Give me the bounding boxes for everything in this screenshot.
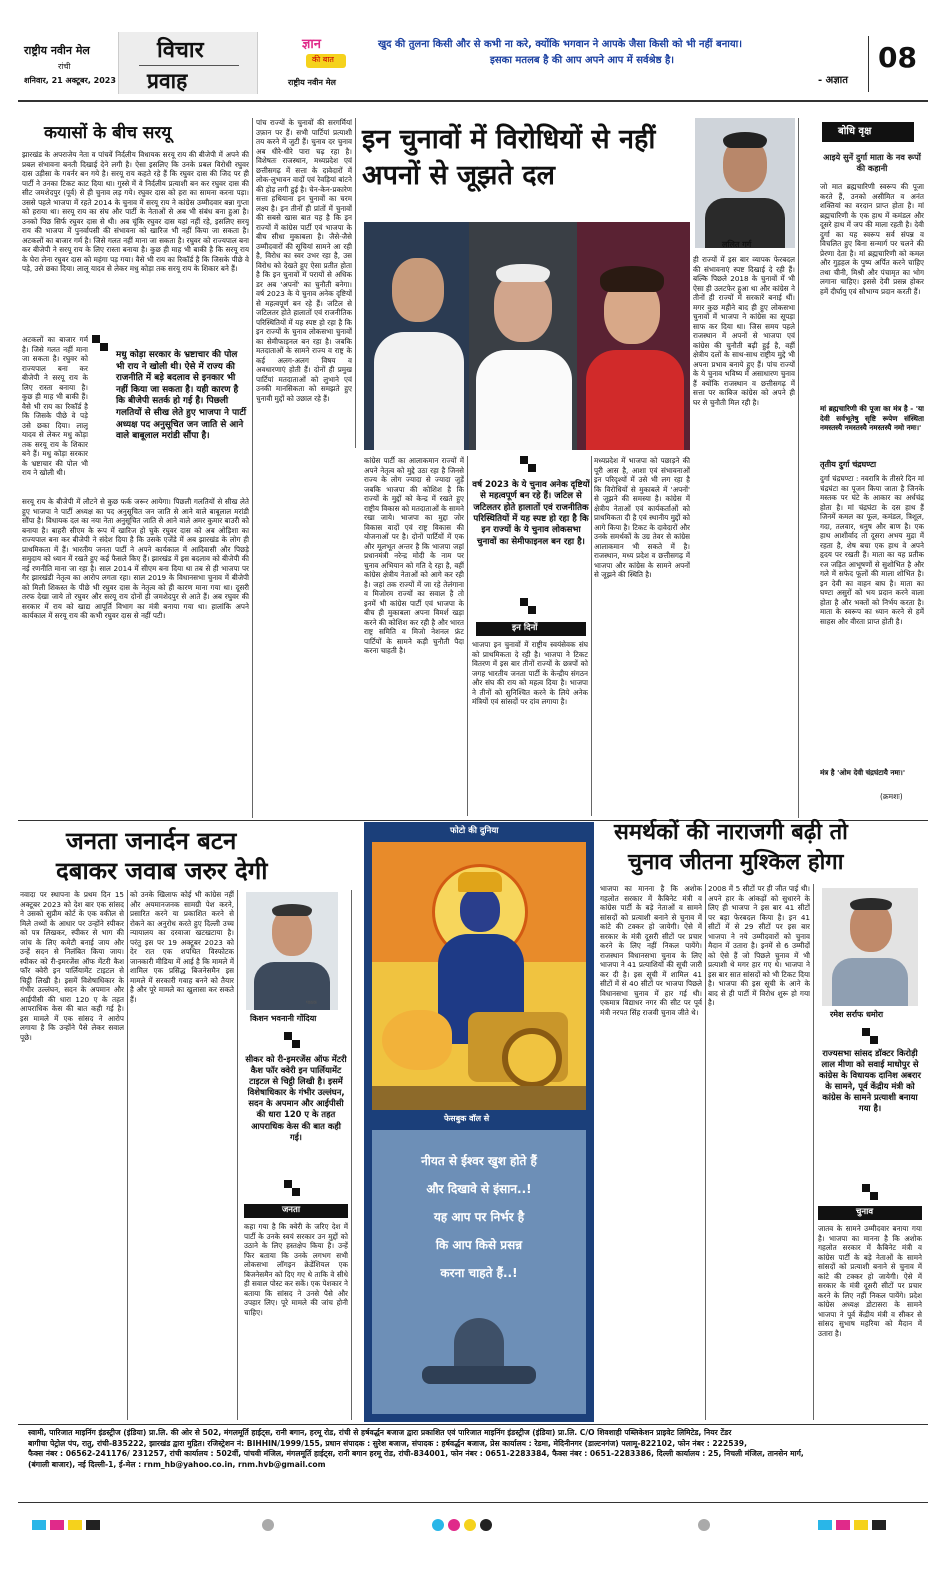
reg-right xyxy=(818,1520,918,1530)
article2-col5: मध्यप्रदेश में भाजपा को पछाड़ने की पूरी आस है, आशा एवं संभावनाओं इन परिदृश्यों में उसे भी लग रहा है कि विरोधियों से मुकाबले में 'अपनों' से जूझने की समस्या है। कांग्रेस में क्षेत्रीय नेताओं एवं कार्यकर्ताओं को प्राथमिकता दी है एवं स्थानीय मुद्दों को आगे किया है। टिकट के दावेदारों और उनके समर्थकों के उग्र तेवर से कांग्रेस आलाकमान भी सकते में है। राजस्थान, मध्य प्रदेश व छत्तीसगढ़ में भाजपा और कांग्रेस के सामने अपनों से जूझने की स्थिति है। xyxy=(594,456,690,579)
color-registration-strip xyxy=(18,1518,928,1534)
artwork-crow xyxy=(382,1010,452,1070)
reg-dot-1 xyxy=(262,1519,274,1531)
article1-quote: मधु कोड़ा सरकार के भ्रष्टाचार की पोल भी राय ने खोली थी। ऐसे में राज्य की राजनीति में बड़े बदलाव से इनकार भी नहीं किया जा सकता है। यही कारण है कि बीजेपी सतर्क हो गई है। पिछली गलतियों से सीख लेते हुए भाजपा ने पार्टी अध्यक्ष पद अनुसूचित जन जाति से आने वाले बाबूलाल मरांडी सौंपा है। xyxy=(116,350,247,442)
quote-mark-7 xyxy=(862,1184,878,1203)
person-left-face xyxy=(392,258,444,322)
article4-col3: जातव के सामने उम्मीदवार बनाया गया है। भाजपा का मानना है कि अशोक गहलोत सरकार में कैबिनेट मंत्री व कांग्रेस पार्टी के बड़े नेताओं के सामने सांसदों को प्रत्याशी बनाने से चुनाव में कांटे की टक्कर हो जायेगी। ऐसे में सरकार के मंत्री दूसरी सीटों पर प्रचार करने के लिए नहीं निकल पायेंगे। प्रदेश कांग्रेस अध्यक्ष डोटासरा के सामने भाजपा ने पूर्व केंद्रीय मंत्री व सीकर से सांसद सुभाष महरिया को मैदान में उतारा है। xyxy=(818,1224,922,1338)
poem-line-5: करना चाहते हैं..! xyxy=(440,1266,518,1280)
quote-author: - अज्ञात xyxy=(818,75,848,86)
footer-imprint xyxy=(28,1428,918,1471)
poem-card xyxy=(372,1130,586,1414)
quote-line-1: खुद की तुलना किसी और से कभी ना करे, क्योंकि भगवान ने आपके जैसा किसी को भी नहीं बनाया। xyxy=(378,39,743,50)
article2-title: इन चुनावों में विरोधियों से नहीं अपनों से जूझते दल xyxy=(362,124,656,191)
article3-title-1: जनता जनार्दन बटन xyxy=(66,827,237,855)
person-right-body xyxy=(586,350,684,450)
poem-line-3: यह आप पर निर्भर है xyxy=(433,1210,525,1224)
section-box xyxy=(118,32,258,94)
bodhi-heading-bar xyxy=(822,122,914,142)
bodhi-mantra2: मंत्र है 'ओम देवी चंद्रघंटायै नमः।' xyxy=(820,768,906,777)
quote-mark-5 xyxy=(284,1180,300,1199)
paper-name: राष्ट्रीय नवीन मेल xyxy=(24,44,90,57)
reg-swatch-magenta xyxy=(50,1520,64,1530)
quote-mark-5-icon xyxy=(284,1180,300,1196)
quote-mark-3-icon xyxy=(520,598,536,614)
janta-label: जनता xyxy=(282,1205,301,1215)
author-kishan-code: पाठक xyxy=(306,1000,317,1006)
article4-col2: 2008 में 5 सीटों पर ही जीत पाई थी। अपने हार के आंकड़ों को सुधारने के लिए ही भाजपा ने इस बार 41 सीटों पर बड़ा फेरबदल किया है। इन 41 सीटों में से 29 सीटों पर इस बार भाजपा ने नये उम्मीदवारों को चुनाव मैदान में उतारा है। इनमें से 6 उम्मीदों को ऐसे हैं जो पिछले चुनाव में भी प्रत्याशी थे मगर हार गए थे। भाजपा ने इस बार सात सांसदों को भी टिकट दिया है। भाजपा की इस सूची के आने के बाद से ही पार्टी में विरोध शुरू हो गया है। xyxy=(708,884,810,1007)
poem-line-2: और दिखावे से इंसान..! xyxy=(426,1182,532,1196)
article1-body: झारखंड के अपराजेय नेता व पांचवें निर्दलीय विधायक सरयू राय की बीजेपी में अपने की प्रबल संभावना बनती दिखाई देने लगी है। ऐसा इसलिए कि उनके प्रबल विरोधी रघुवर दास उड़ीसा के गवर्नर बन गये है। सरयू राय कहते रहे हैं कि रघुवर दास की जिद पर ही पार्टी ने उनका टिकट काट दिया था। गुस्से में वे निर्दलीय प्रत्याशी बन कर रघुवर दास की सीट जमशेदपुर (पूर्व) से ही चुनाव लड़ गये। रघुवर दास को हरा का सामना करना पड़ा। उससे पहले भाजपा में रहते 2014 के चुनाव में सरयू राय ने कांग्रेस उम्मीदवार बन्ना गुप्ता को हराया था। सरयू राय का संघ और पार्टी के नेताओं से अब भी संबंध बना हुआ है। उनको पिछ सिर्फ रघुवर दास से थी। अब चूंकि रघुवर दास यहां नहीं रहे, इसलिए सरयू राय की भाजपा में पुनर्वापसी की संभावना को खारिज भी नहीं किया जा सकता है। अटकलों का बाजार गर्म है। जिसे गलत नहीं माना जा सकता है। रघुवर को राज्यपाल बना कर बीजेपी ने सरयू राय के लिए रास्ता बनाया है। कुछ ही माह भी बाकी है कि सरयू राय के घेरा लेना रघुवर दास को महंगा पड़ गया। वैसे भी राय का रिकॉर्ड है कि जिसके पीछे वे पड़े, उसे छका दिया। लालू यादव से लेकर मधु कोड़ा तक सरयू राय के शिकार बने हैं। xyxy=(22,150,249,273)
article2-col6: ही राज्यों में इस बार व्यापक फेरबदल की संभावनाएं स्पष्ट दिखाई दे रही हैं। बल्कि पिछले 2018 के चुनावों में भी ऐसा ही उलटफेर हुआ था और कांग्रेस ने तीनों ही राज्यों में सरकारें बनाई थीं। मगर कुछ महीने बाद ही हुए लोकसभा चुनावों में भाजपा ने कांग्रेस का सूपड़ा साफ कर दिया था। जिस समय पहले राजस्थान में अपनों से भाजपा एवं कांग्रेस की चुनौती बढ़ी हुई है, वहीं क्षेत्रीय दलों के साथ-साथ राष्ट्रीय मुद्दे भी अपना प्रभाव बनाये हुए हैं। पांच राज्यों के ये चुनाव भविष्य में असाधारण चुनाव हैं क्योंकि राजस्थान व छत्तीसगढ़ में सत्ता पर काबिज कांग्रेस को अपने ही घर से चुनौती मिल रही है। xyxy=(693,255,795,407)
article1-title: कयासों के बीच सरयू xyxy=(44,123,172,143)
reg-dot-4 xyxy=(464,1519,476,1531)
person-right-hair xyxy=(600,266,664,292)
author-kishan-hair xyxy=(272,904,312,916)
quote-mark-3 xyxy=(520,598,536,617)
reg-swatch-black-2 xyxy=(872,1520,886,1530)
bodhi-mantra: मां ब्रह्मचारिणी की पूजा का मंत्र है - 'या देवी सर्वभूतेषु सृष्टि रूपेण संस्थिता नमस्तस्यै नमस्तस्यै नमस्तस्यै नमो नमः।' xyxy=(820,404,924,432)
article3-col1: नवादा पर स्थापना के प्रथम दिन 15 अक्टूबर 2023 को देश बार एक सांसद ने उसको सुप्रीम कोर्ट के एक वकील से मिले तथ्यों के आधार पर उन्होंने स्पीकर को पत्र लिखकर, स्पीकर से भाग की जांच के लिए कमेटी बनाई जाय और उन्हें सदन से निलंबित किया जाय। स्पीकर को री-इमरजेंस ऑफ मेंटरी कैश फॉर क्वेरी इन पार्लियामेंट टाइटल से चिट्ठी लिखी है। इसमें विशेषाधिकार के गंभीर उल्लंघन, सदन के अपमान और आईपीसी की धारा 120 ए के तहत आपराधिक केस की बात कही गई है। इस मामले में एक सांसद ने आरोप लगाया है कि उन्होंने पैसे लेकर सवाल पूछे। xyxy=(20,890,124,1042)
article4-title-1: समर्थकों की नाराजगी बढ़ी तो xyxy=(614,820,848,845)
article4-title-2: चुनाव जीतना मुश्किल होगा xyxy=(628,850,844,875)
article4-col1: भाजपा का मानना है कि अशोक गहलोत सरकार में कैबिनेट मंत्री व कांग्रेस पार्टी के बड़े नेताओं व सामने सांसदों को प्रत्याशी बनाने से चुनाव में कांटे की टक्कर हो जायेगी। ऐसे में सरकार के मंत्री दूसरी सीटों पर प्रचार करने के लिए नहीं निकल पायेंगे। राजस्थान विधानसभा चुनाव के लिए भाजपा ने 41 प्रत्याशियों की सूची जारी कर दी है। इस सूची में शामिल 41 सीटों में से 40 सीटों पर भाजपा पिछले विधानसभा चुनाव में हार गई थी। एकमात्र विद्याधर नगर की सीट पर पूर्व मंत्री नरपत सिंह राजवी चुनाव जीते थे। xyxy=(600,884,702,1017)
author-lalit-hair xyxy=(723,132,767,148)
bodhi-heading: बोधि वृक्ष xyxy=(838,126,872,137)
chunav-label-bar xyxy=(818,1206,922,1220)
person-centre-face xyxy=(494,272,552,342)
author-kishan-body xyxy=(254,962,330,1010)
gyan-top: ज्ञान xyxy=(302,37,321,52)
article3-col2: को उनके खिलाफ कोई भी कांग्रेस नहीं और अयमानजनक सामग्री पेश करने, प्रसारित करने या प्रकाशित करने से रोकने का अनुरोध करते हुए दिल्ली उच्च न्यायालय का दरवाजा खटखटाया है। परंतु इस पर 19 अक्टूबर 2023 को देर रात एक शपथित विस्फोटक जानकारी मीडिया में आई है कि मामले में शामिल एक प्रसिद्ध बिजनेसमैन इस मामले में सरकारी गवाह बनने को तैयार है और पूरे मामले का खुलासा कर सकते हैं। xyxy=(130,890,234,1004)
quote-mark-1-icon xyxy=(92,335,108,351)
footer-line-4: (बंगाली बाजार), नई दिल्ली-1, ई-मेल : rnm_hb@yahoo.co.in, rnm.hvb@gmail.com xyxy=(28,1459,326,1469)
reg-dot-5 xyxy=(480,1519,492,1531)
artwork-wheel xyxy=(502,1028,562,1088)
bodhi-subtitle: आइये सुनें दुर्गा माता के नव रूपों की कहानी xyxy=(823,152,921,173)
bodhi-body: जो मात ब्रह्मचारिणी स्वरूप की पूजा करते हैं, उनको असीमित व अनंत शक्तियां का वरदान प्राप्त होता है। मां ब्रह्मचारिणी के एक हाथ में कमंडल और दूसरे हाथ में जप की माला रहती है। देवी दुर्गा का यह स्वरूप सर्व संपन्न व विचलित हुए बिना सन्मार्ग पर चलने की प्रेरणा देता है। मां ब्रह्मचारिणी को कमल और गुड़हल के पुष्प अर्पित करने चाहिए तथा चीनी, मिश्री और पंचामृत का भोग लगाना चाहिए। इससे देवी प्रसन्न होकर हमें दीर्घायु एवं सौभाग्य प्रदान करती हैं। xyxy=(820,182,924,296)
date: शनिवार, 21 अक्टूबर, 2023 xyxy=(24,76,116,85)
reg-swatch-yellow-2 xyxy=(854,1520,868,1530)
bodhi-subhead: तृतीय दुर्गा चंद्रघण्टा xyxy=(820,460,877,469)
author-kishan-name: किशन भवनानी गोंदिया xyxy=(250,1014,317,1023)
reg-dot-3 xyxy=(448,1519,460,1531)
reg-swatch-yellow xyxy=(68,1520,82,1530)
section-title-2: प्रवाह xyxy=(147,69,188,93)
bodhi-credit: (क्रमशः) xyxy=(880,792,903,801)
author-photo-ramesh xyxy=(822,888,918,1006)
in-din-label: इन दिनों xyxy=(512,623,538,633)
article3-quote: सीकर को री-इमरजेंस ऑफ मेंटरी कैश फॉर क्वेरी इन पार्लियामेंट टाइटल से चिट्ठी लिखी है। इसमें विशेषाधिकार के गंभीर उल्लंघन, सदन के अपमान और आईपीसी की धारा 120 ए के तहत आपराधिक केस की बात कही गई। xyxy=(245,1054,347,1142)
gyan-paper: राष्ट्रीय नवीन मेल xyxy=(288,78,336,87)
article1-body-left xyxy=(22,335,88,495)
quote-mark-1 xyxy=(92,335,108,354)
author-ramesh-body xyxy=(832,958,908,1006)
photo-duniya-credit: फेसबुक वॉल से xyxy=(444,1114,490,1123)
reg-dot-6 xyxy=(698,1519,710,1531)
poem-line-1: नीयत से ईश्वर खुश होते हैं xyxy=(421,1154,537,1168)
article1-body2: सरयू राय के बीजेपी में लौटने से कुछ फर्क जरूर आयेगा। पिछली गलतियों से सीख लेते हुए भाजपा ने पार्टी अध्यक्ष का पद अनुसूचित जन जाति से आने वाले बाबूलाल मरांडी सौंपा है। विधायक दल का नया नेता अनुसूचित जाति से आने वाले अमर कुमार बाउरी को बनाया है। बाहरी सीएम के रूप में खारिज हो चुके रघुवर दास को अब ओड़िशा का राज्यपाल बना कर बीजेपी ने संदेश दिया है कि उसके एजेंडे में अब झारखंड के लोग ही प्राथमिकता में हैं। भारतीय जनता पार्टी ने अपने कार्यकाल में आदिवासी और पिछड़े समुदाय को ध्यान में रखते हुए कई फैसले किए हैं। झारखंड में इस बदलाव को बीजेपी की नई रणनीति माना जा रहा है। साल 2014 में सीएम बना दिया था तब से ही भाजपा पर गैर झारखंडी नेतृत्व का आरोप लगता रहा। साल 2019 के विधानसभा चुनाव में बीजेपी को मिली शिकस्त के पीछे भी रघुवर दास के नेतृत्व को ही कारण माना गया था। दूसरी तरफ देखा जाये तो रघुवर और सरयू राय दोनों ही जमशेदपुर से आते हैं। अब रघुवर की सरकार में राय को खाद्य आपूर्ति विभाग का मंत्री बनाया गया था। हालांकि अपने कार्यकाल में सरयू राय की कभी रघुवर दास से नहीं पटी। xyxy=(22,497,249,620)
article2-pull-quote: वर्ष 2023 के ये चुनाव अनेक दृष्टियों से महत्वपूर्ण बन रहे हैं। जटिल से जटिलतर होते हालातों एवं राजनीतिक परिस्थितियों में यह स्पष्ट हो रहा है कि इन राज्यों के ये चुनाव लोकसभा चुनावों का सेमीफाइनल बन रहा है। xyxy=(472,480,590,547)
artwork-crown xyxy=(458,872,502,892)
reg-swatch-black xyxy=(86,1520,100,1530)
reg-swatch-cyan-2 xyxy=(818,1520,832,1530)
masthead xyxy=(18,30,928,96)
reg-left xyxy=(32,1520,132,1530)
page-number: 08 xyxy=(878,41,917,74)
author-lalit-name: ललित गर्ग xyxy=(722,240,752,249)
person-centre-hair xyxy=(496,264,550,282)
city: रांची xyxy=(58,62,71,71)
article2-col1: पांच राज्यों के चुनावों की सरगर्मियां उफ़ान पर हैं। सभी पार्टियां प्रत्याशी तय करने में जुटी हैं। चुनाव दर चुनाव अब धीरे-धीरे पारा चढ़ रहा है। विशेषतः राजस्थान, मध्यप्रदेश एवं छत्तीसगढ़ में सत्ता के दावेदारों में लोक-लुभावन वादों एवं रेवड़ियां बांटने की होड़ लगी हुई है। चेन-केन-प्रकारेण सत्ता हथियाना इन चुनावों का चरम लक्ष्य है। इन तीनों ही प्रांतों में चुनावों की सबसे खास बात यह है कि इन राज्यों में कांग्रेस पार्टी एवं भाजपा के बीच सीधा मुकाबला है। जैसे-जैसे उम्मीदवारों की सूचियां सामने आ रही है, विरोध का स्वर उभर रहा है, उस विरोध को देखते हुए ऐसा प्रतीत होता है कि इन चुनावों में परायों से अधिक डर अब 'अपनों' का चुनौती बनेगा। वर्ष 2023 के ये चुनाव अनेक दृष्टियों से महत्वपूर्ण बन रहे हैं। जटिल से जटिलतर होते हालातों एवं राजनीतिक परिस्थितियों में यह स्पष्ट हो रहा है कि इन राज्यों के चुनाव लोकसभा चुनावों का सेमीफाइनल बन रहा है। जबकि मतदाताओं के सामने राज्य व राष्ट्र के कई अलग-अलग विषय व अवधारणाएं होती हैं। दोनों ही प्रमुख पार्टियां मतदाताओं को लुभाने एवं उनकी मानसिकता को समझते हुए चुनावी मुद्दों को उछाल रहे हैं। xyxy=(256,118,352,403)
quote-mark-2-icon xyxy=(520,456,536,472)
gyan-logo xyxy=(288,36,368,92)
quote-mark-7-icon xyxy=(862,1184,878,1200)
reg-dot-2 xyxy=(432,1519,444,1531)
article3-title-2: दबाकर जवाब जरुर देगी xyxy=(56,857,268,885)
person-centre-body xyxy=(476,350,572,450)
article2-col2: कांग्रेस पार्टी का आलाकमान राज्यों में अपने नेतृत्व को मुद्दे उठा रहा है जिनसे राज्य के लोग ज्यादा से ज्यादा जुड़ें जबकि भाजपा की कोशिश है कि राज्यों के मुद्दों को केन्द्र में रखते हुए राष्ट्रीय विकास को मतदाताओं के सामने रखा जाये। भाजपा का मुद्दा जोर विकास वादों एवं राष्ट्र विकास की योजनाओं पर है। दोनों पार्टियों में एक और मूलभूत अन्तर है कि भाजपा जहां प्रधानमंत्री नरेन्द्र मोदी के नाम पर चुनाव अभियान को गति दे रहा है, वहीं कांग्रेस क्षेत्रीय नेताओं को आगे कर रही है। जहां तक राज्यों में जा रहे तेलंगाना व मिजोरम राज्यों का सवाल है तो इनमें भी कांग्रेस पार्टी एवं भाजपा के बीच ही मुकाबला अपना विमर्श खड़ा करने की कोशिश कर रही है और भारत राष्ट्र समिति व मिजो नेशनल फ्रंट पार्टियों के सामने कड़ी चुनौती पैदा करना चाहती है। xyxy=(364,456,464,655)
quote-mark-4-icon xyxy=(284,1032,300,1048)
shivling-base-icon xyxy=(422,1366,536,1384)
photo-duniya-panel xyxy=(364,822,594,1422)
article4-quote: राज्यसभा सांसद डॉक्टर किरोड़ी लाल मीणा को सवाई माधोपुर से कांग्रेस के विधायक दानिश अबरार के सामने, पूर्व केंद्रीय मंत्री को कांग्रेस के सामने प्रत्याशी बनाया गया है। xyxy=(819,1048,921,1114)
section-title-1: विचार xyxy=(157,38,204,63)
photo-duniya-label: फोटो की दुनिया xyxy=(450,826,499,836)
author-photo-kishan xyxy=(246,892,338,1010)
quote-mark-2 xyxy=(520,456,536,475)
in-din-label-bar xyxy=(476,622,586,636)
bodhi-body2: दुर्गा चंद्रघण्टा : नवरात्रि के तीसरे दिन मां चंद्रघंटा का पूजन किया जाता है जिनके मस्तक पर घंटे के आकार का अर्धचंद्र होता है। मां चंद्रघंटा के दस हाथ हैं जिनमें कमल का फूल, कमंडल, त्रिशूल, गदा, तलवार, धनुष और बाण है। एक हाथ आशीर्वाद तो दूसरा अभय मुद्रा में रहता है, शेष बचा एक हाथ वे अपने हृदय पर रखती हैं। माता का यह प्रतीक रज जड़ित आभूषणों से सुशोभित है और गले में सफेद फूलों की माला शोभित है। इन देवी का वाहन बाघ है। माता का घण्टा असुरों को भय प्रदान करने वाला होता है और भक्तों को निर्भय करता है। माता के स्वरूप का ध्यान करने से हमें साहस और वीरता प्राप्त होती है। xyxy=(820,474,924,626)
footer-line-2: बागीचा पेट्रोल पंप, रातु, रांची-835222, झारखंड द्वारा मुद्रित। रजिस्ट्रेशन नं: BIHHIN/1999/155, प्रधान संपादक : सुरेश बजाज, संपादक : हर्षवर्द्धन बजाज, प्रेस कार्यालय : रेडमा, मेदिनीनगर (डाल्टनगंज) पलामू-822102, फोन नंबर : 222539, xyxy=(28,1438,747,1448)
politicians-photo xyxy=(364,222,690,450)
article1-body-left-text: अटकलों का बाजार गर्म है। जिसे गलत नहीं माना जा सकता है। रघुवर को राज्यपाल बना कर बीजेपी ने सरयू राय के लिए रास्ता बनाया है। कुछ ही माह भी बाकी हैं। वैसे भी राय का रिकॉर्ड है कि जिसके पीछे वे पड़े उसे छका दिया। लालू यादव से लेकर मधु कोड़ा तक सरयू राय के शिकार बने हैं। मधु कोड़ा सरकार के भ्रष्टाचार की पोल भी राय ने खोली थी। xyxy=(22,335,88,477)
shani-dev-artwork xyxy=(372,842,586,1110)
article2-col3: भाजपा इन चुनावों में राष्ट्रीय स्वयंसेवक संघ को प्राथमिकता दे रही है। भाजपा ने टिकट वितरण में इस बार तीनों राज्यों के छत्रपों को जगह भारतीय जनता पार्टी के केन्द्रीय संगठन और संघ की राय को महत्व दिया है। भाजपा ने तीनों को सुनिश्चित करने के लिये अनेक मंत्रियों एवं सांसदों पर दांव लगाया है। xyxy=(472,640,588,706)
quote-mark-4 xyxy=(284,1032,300,1051)
gyan-bottom: की बात xyxy=(312,55,334,64)
janta-label-bar xyxy=(244,1204,348,1218)
author-ramesh-name: रमेश सर्राफ धमोरा xyxy=(830,1010,884,1019)
quote-mark-6 xyxy=(862,1028,878,1047)
quote-mark-6-icon xyxy=(862,1028,878,1044)
artwork-base xyxy=(372,1086,586,1110)
quote-line-2: इसका मतलब है की आप अपने आप में सर्वश्रेष्ठ है। xyxy=(490,55,675,66)
footer-line-1: स्वामी, पारिजात माइनिंग इंडस्ट्रीज (इंडिया) प्रा.लि. की ओर से 502, मंगलमूर्ति हाईट्स, रानी बगान, हरमू रोड, रांची से हर्षवर्द्धन बजाज द्वारा प्रकाशित एवं पारिजात माइनिंग इंडस्ट्रीज (इंडिया) प्रा.लि. C/O शिवशाही पब्लिकेशन प्राइवेट लिमिटेड, नियर टेंडर xyxy=(28,1428,732,1437)
chunav-label: चुनाव xyxy=(856,1207,874,1217)
article3-col3: कहा गया है कि क्वेरी के जरिए देश में पार्टी के उनके स्वयं सरकार उन मुद्दों को उठाने के लिए हस्तक्षेप किया है। उन्हें फिर बताया कि उनके लगभग सभी लोकसभा लॉगइन क्रेडेंशियल एक बिजनेसमैन को दिए गए थे ताकि वे सीधे ही सवाल पोस्ट कर सकें। एक पेशकार ने बताया कि सांसद ने उनसे पैसे और उपहार लिए। पूरे मामले की जांच होनी चाहिए। xyxy=(244,1222,348,1317)
reg-swatch-magenta-2 xyxy=(836,1520,850,1530)
reg-swatch-cyan xyxy=(32,1520,46,1530)
person-left-body xyxy=(374,332,464,450)
footer-line-3: फैक्स नंबर : 06562-241176/ 231257, रांची कार्यालय : 502वीं, पांचवी मंजिल, मंगलमूर्ति हाईट्स, रानी बगान हरमू रोड, रांची-834001, फोन नंबर : 0651-2283384, फैक्स नंबर : 0651-2283386, दिल्ली कार्यालय : 25, निचली मंजिल, तानसेन मार्ग, xyxy=(28,1449,804,1459)
author-photo-lalit xyxy=(695,118,795,248)
poem-line-4: कि आप किसे प्रसन्न xyxy=(435,1238,523,1252)
artwork-figure-face xyxy=(460,888,500,932)
author-ramesh-hair xyxy=(850,898,892,910)
